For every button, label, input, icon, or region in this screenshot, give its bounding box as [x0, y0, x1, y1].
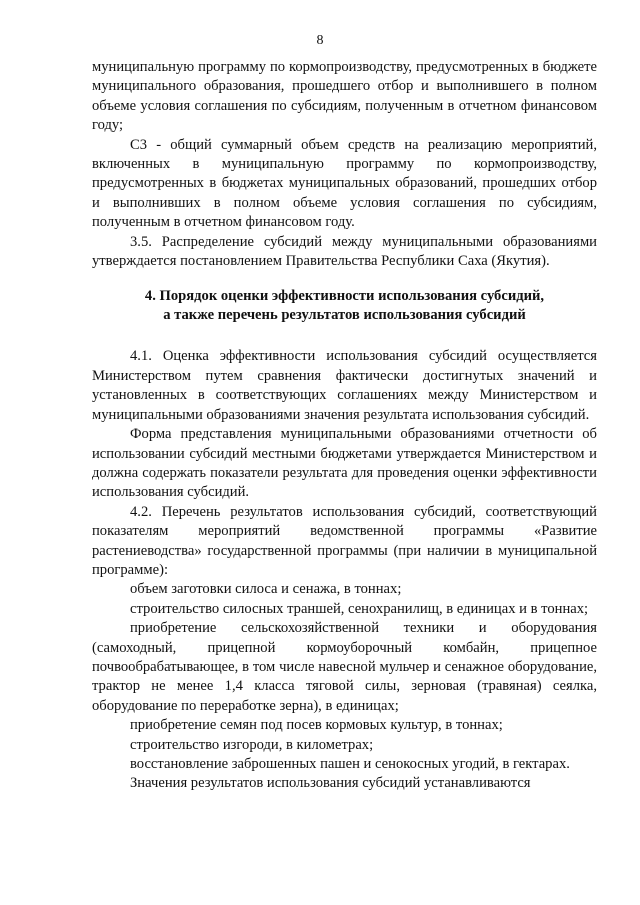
paragraph: приобретение семян под посев кормовых культур, в тоннах;: [130, 717, 503, 734]
paragraph: восстановление заброшенных пашен и сенокосных угодий, в гектарах.: [130, 756, 570, 772]
paragraph: объем заготовки силоса и сенажа, в тоннах;: [130, 581, 402, 598]
section-heading-line-1: 4. Порядок оценки эффективности использования субсидий,: [144, 288, 545, 305]
section-heading: [92, 287, 597, 325]
paragraph: С3 - общий суммарный объем средств на реализацию мероприятий, включенных в муниципальную программу по кормопроизводству, предусмотренных в бюджетах муниципальных образований, прошедших отбор и выполнивших в полном объеме условия соглашения по субсидиям, полученным в отчетном финансовом году.: [92, 136, 597, 231]
paragraph: строительство изгороди, в километрах;: [130, 736, 374, 753]
document-body: [92, 58, 597, 794]
top-paragraphs: [92, 58, 597, 271]
paragraph: муниципальную программу по кормопроизводству, предусмотренных в бюджете муниципального образования, прошедшего отбор и выполнившего в полном объеме условия соглашения по субсидиям, полученным в отчетном финансовом году;: [92, 59, 597, 134]
page-number: 8: [316, 33, 324, 48]
paragraph: Форма представления муниципальными образованиями отчетности об использовании субсидий местными бюджетами утверждается Министерством и должна содержать показатели результата для проведения оценки эффективности использования субсидий.: [92, 426, 597, 501]
paragraph: 4.1. Оценка эффективности использования субсидий осуществляется Министерством путем сравнения фактически достигнутых значений и установленных в соответствующих соглашениях между Министерством и муниципальными образованиями значения результата использования субсидий.: [92, 348, 597, 423]
paragraph: строительство силосных траншей, сенохранилищ, в единицах и в тоннах;: [130, 600, 589, 617]
paragraph: 3.5. Распределение субсидий между муниципальными образованиями утверждается постановлением Правительства Республики Саха (Якутия).: [92, 233, 597, 270]
bottom-paragraphs: [92, 347, 597, 793]
section-heading-line-2: а также перечень результатов использования субсидий: [163, 307, 526, 324]
paragraph: приобретение сельскохозяйственной техники и оборудования (самоходный, прицепной кормоуборочный комбайн, прицепное почвообрабатывающее, в том числе навесной мульчер и сенажное оборудование, трактор не менее 1,4 класса тяговой силы, зерновая (травяная) сеялка, оборудование по переработке зерна), в единицах;: [92, 620, 597, 714]
paragraph: Значения результатов использования субсидий устанавливаются: [130, 775, 531, 792]
paragraph: 4.2. Перечень результатов использования субсидий, соответствующий показателям мероприятий ведомственной программы «Развитие растениеводства» государственной программы (при наличии в муниципальной программе):: [92, 503, 597, 578]
